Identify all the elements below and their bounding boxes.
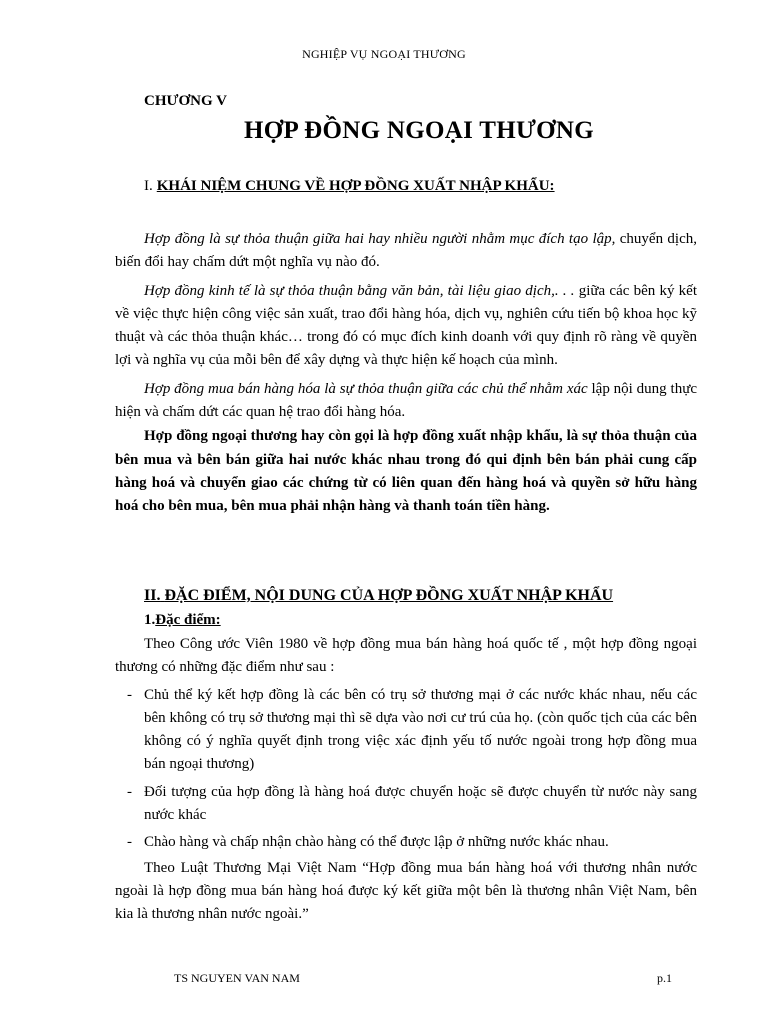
bullet-dash: - — [127, 783, 132, 800]
section-2-number: II. — [144, 587, 161, 604]
paragraph-foreign-trade-contract: Hợp đồng ngoại thương hay còn gọi là hợp đồng xuất nhập khẩu, là sự thỏa thuận của bên mua và bên bán giữa hai nước khác nhau trong đó qui định bên bán phải cung cấp hàng hoá và chuyển giao các chứng từ có liên quan đến hàng hoá và quyền sở hữu hàng hoá cho bên mua, bên mua phải nhận hàng và thanh toán tiền hàng. — [115, 428, 697, 515]
section-2-title: ĐẶC ĐIỂM, NỘI DUNG CỦA HỢP ĐỒNG XUẤT NHẬP KHẨU — [164, 587, 614, 604]
section-2-heading — [144, 587, 613, 605]
section-2-body — [115, 633, 697, 927]
section-1-heading — [144, 178, 555, 195]
section-1-number: I. — [144, 178, 153, 194]
paragraph-sales-contract: Hợp đồng mua bán hàng hóa là sự thỏa thuận giữa các chủ thể nhằm xác lập nội dung thực hiện và chấm dứt các quan hệ trao đổi hàng hóa. — [115, 380, 697, 421]
subsection-1-heading: 1.Đặc điểm: — [144, 612, 221, 628]
list-item: - Chủ thể ký kết hợp đồng là các bên có trụ sở thương mại ở các nước khác nhau, nếu các bên không có trụ sở thương mại thì sẽ dựa vào nơi cư trú của họ. (còn quốc tịch của các bên không có ý nghĩa quyết định trong việc xác định yếu tố nước ngoài trong hợp đồng mua bán ngoại thương) — [115, 684, 697, 777]
paragraph-economic-contract: Hợp đồng kinh tế là sự thỏa thuận bằng văn bản, tài liệu giao dịch,. . . giữa các bên ký kết về việc thực hiện công việc sản xuất, trao đổi hàng hóa, dịch vụ, nghiên cứu tiến bộ khoa học kỹ thuật và các thỏa thuận khác… trong đó có mục đích kinh doanh với quy định rõ ràng về quyền lợi và nghĩa vụ của mỗi bên để xây dựng và thực hiện kế hoạch của mình. — [115, 282, 697, 369]
paragraph-vietnam-commercial-law: Theo Luật Thương Mại Việt Nam “Hợp đồng mua bán hàng hoá với thương nhân nước ngoài là hợp đồng mua bán hàng hoá được ký kết giữa một bên là thương nhân Việt Nam, bên kia là thương nhân nước ngoài.” — [115, 859, 697, 923]
section-1-body — [115, 228, 697, 519]
bullet-dash: - — [127, 686, 132, 703]
paragraph-contract-definition: Hợp đồng là sự thỏa thuận giữa hai hay nhiều người nhằm mục đích tạo lập, chuyển dịch, biến đổi hay chấm dứt một nghĩa vụ nào đó. — [115, 231, 698, 271]
paragraph-vienna-convention: Theo Công ước Viên 1980 về hợp đồng mua bán hàng hoá quốc tế , một hợp đồng ngoại thương có những đặc điểm như sau : — [115, 636, 697, 676]
list-item: - Đối tượng của hợp đồng là hàng hoá được chuyển hoặc sẽ được chuyển từ nước này sang nước khác — [115, 781, 697, 828]
list-item: - Chào hàng và chấp nhận chào hàng có thể được lập ở những nước khác nhau. — [115, 831, 697, 854]
footer-page-number: p.1 — [657, 971, 672, 985]
footer-author: TS NGUYEN VAN NAM — [174, 971, 300, 985]
chapter-title: HỢP ĐỒNG NGOẠI THƯƠNG — [243, 117, 595, 144]
section-1-title: KHÁI NIỆM CHUNG VỀ HỢP ĐỒNG XUẤT NHẬP KHẨU: — [156, 178, 555, 194]
chapter-label: CHƯƠNG V — [144, 93, 227, 109]
bullet-dash: - — [127, 834, 132, 851]
running-head: NGHIỆP VỤ NGOẠI THƯƠNG — [302, 47, 466, 61]
